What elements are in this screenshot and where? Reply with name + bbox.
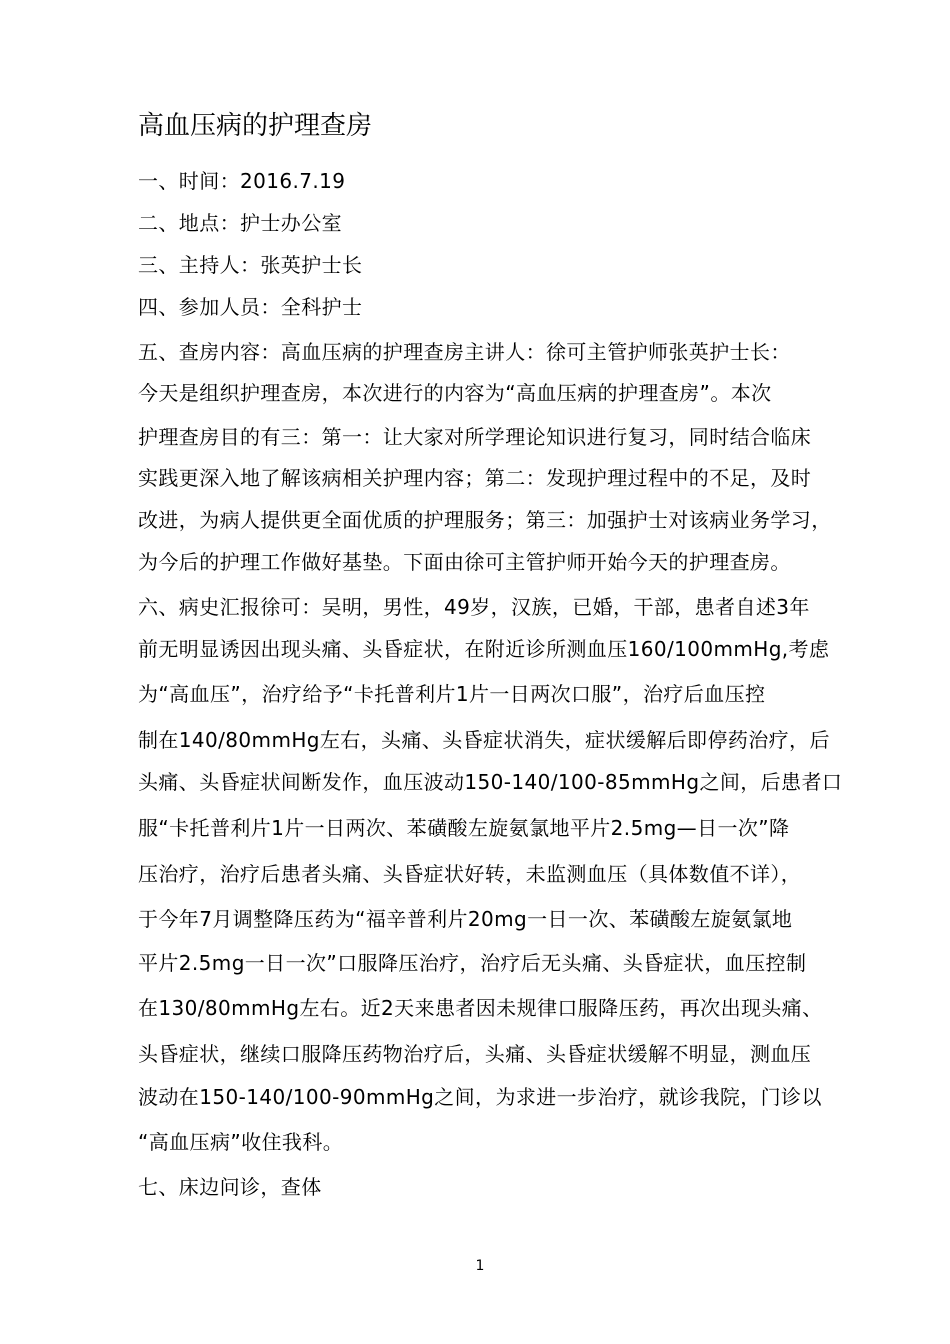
document-title: 高血压病的护理查房	[138, 111, 373, 141]
text-line-time: 一、时间：2016.7.19	[138, 169, 346, 193]
text-line-host: 三、主持人：张英护士长	[138, 253, 363, 277]
text-line: “高血压病”收住我科。	[138, 1130, 344, 1154]
text-line: 于今年7月调整降压药为“福辛普利片20mg一日一次、苯磺酸左旋氨氯地	[138, 907, 793, 931]
text-line-location: 二、地点：护士办公室	[138, 211, 342, 235]
text-line: 六、病史汇报徐可：吴明，男性，49岁，汉族，已婚，干部，患者自述3年	[138, 595, 810, 619]
text-line: 护理查房目的有三：第一：让大家对所学理论知识进行复习，同时结合临床	[138, 425, 812, 449]
text-line: 制在140/80mmHg左右，头痛、头昏症状消失，症状缓解后即停药治疗，后	[138, 728, 830, 752]
text-line: 在130/80mmHg左右。近2天来患者因未规律口服降压药，再次出现头痛、	[138, 996, 823, 1020]
text-line: 头痛、头昏症状间断发作，血压波动150-140/100-85mmHg之间，后患者口	[138, 770, 843, 794]
text-line: 压治疗，治疗后患者头痛、头昏症状好转，未监测血压（具体数值不详），	[138, 862, 802, 886]
text-line-participants: 四、参加人员：全科护士	[138, 295, 363, 319]
text-line: 波动在150-140/100-90mmHg之间，为求进一步治疗，就诊我院，门诊以	[138, 1085, 822, 1109]
text-line: 为“高血压”，治疗给予“卡托普利片1片一日两次口服”，治疗后血压控	[138, 682, 766, 706]
text-line: 五、查房内容：高血压病的护理查房主讲人：徐可主管护师张英护士长：	[138, 340, 791, 364]
text-line: 服“卡托普利片1片一日两次、苯磺酸左旋氨氯地平片2.5mg—日一次”降	[138, 816, 790, 840]
text-line: 头昏症状，继续口服降压药物治疗后，头痛、头昏症状缓解不明显，测血压	[138, 1042, 812, 1066]
text-line: 改进，为病人提供更全面优质的护理服务；第三：加强护士对该病业务学习，	[138, 508, 832, 532]
page-number: 1	[475, 1258, 485, 1274]
text-line: 平片2.5mg一日一次”口服降压治疗，治疗后无头痛、头昏症状，血压控制	[138, 951, 807, 975]
text-line: 今天是组织护理查房，本次进行的内容为“高血压病的护理查房”。本次	[138, 381, 772, 405]
text-line-section-7: 七、床边问诊，查体	[138, 1175, 322, 1199]
text-line: 前无明显诱因出现头痛、头昏症状，在附近诊所测血压160/100mmHg,考虑	[138, 637, 830, 661]
text-line: 实践更深入地了解该病相关护理内容；第二：发现护理过程中的不足，及时	[138, 466, 812, 490]
text-line: 为今后的护理工作做好基垫。下面由徐可主管护师开始今天的护理查房。	[138, 550, 791, 574]
